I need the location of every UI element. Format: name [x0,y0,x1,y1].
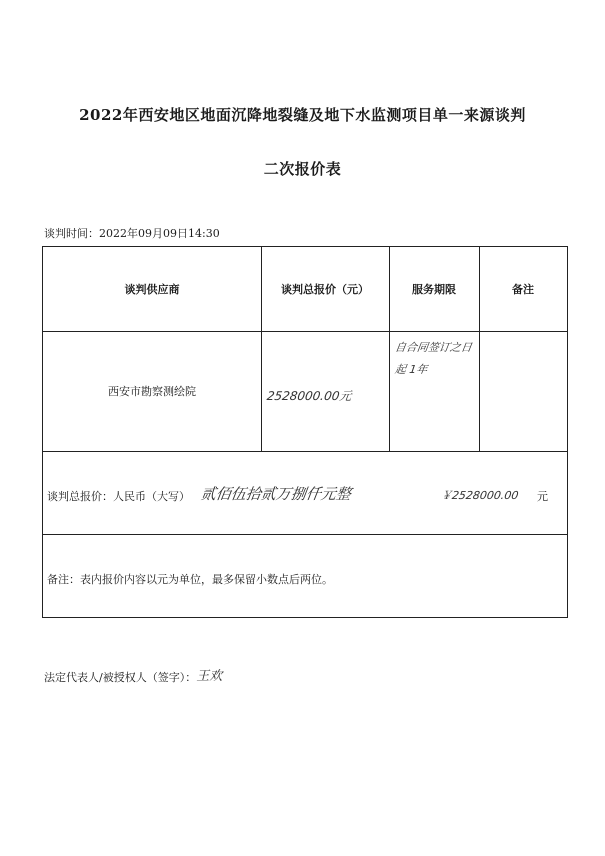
document-subtitle: 二次报价表 [263,160,342,178]
handwritten-amount-numeric: ￥2528000.00 [440,489,520,502]
header-supplier: 谈判供应商 [124,283,180,296]
document-title: 2022年西安地区地面沉降地裂缝及地下水监测项目单一来源谈判 [79,106,526,124]
supplier-name: 西安市勘察测绘院 [108,385,196,398]
header-service-period: 服务期限 [412,283,456,296]
quote-table [42,246,568,618]
total-label: 谈判总报价：人民币（大写） [47,490,190,503]
header-total-price: 谈判总报价（元） [281,283,369,296]
header-remarks: 备注 [512,283,534,296]
signature-line [44,666,222,685]
row-divider [43,451,567,452]
handwritten-service-period-line2: 起 1年 [394,363,429,376]
total-unit: 元 [537,490,548,503]
row-divider [43,331,567,332]
handwritten-service-period-line1: 自合同签订之日 [394,341,473,354]
handwritten-total-price: 2528000.00元 [265,389,353,403]
negotiation-time: 谈判时间：2022年09月09日14:30 [44,227,220,240]
table-note: 备注：表内报价内容以元为单位，最多保留小数点后两位。 [47,573,333,586]
signature-label: 法定代表人/被授权人（签字）： [44,671,197,684]
handwritten-amount-in-words: 贰佰伍拾贰万捌仟元整 [199,485,353,503]
row-divider [43,534,567,535]
handwritten-signature: 王欢 [196,669,223,684]
